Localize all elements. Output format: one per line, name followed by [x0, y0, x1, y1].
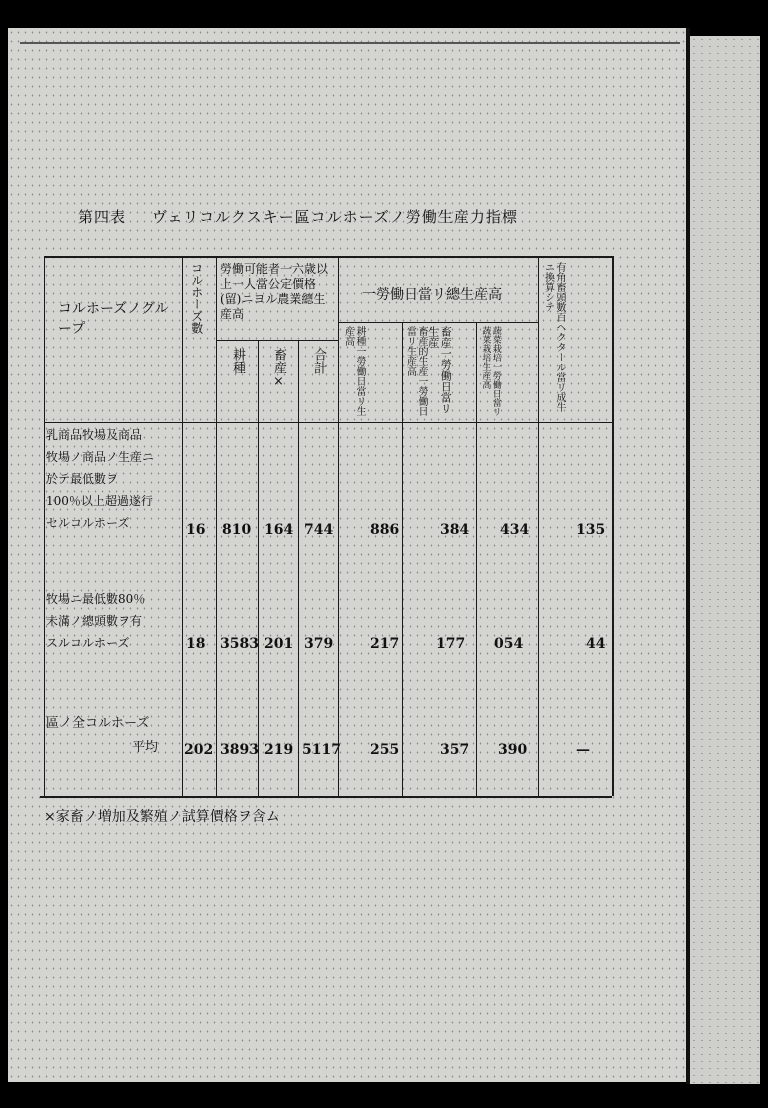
cell-total: 5117 [302, 742, 341, 758]
col-divider [538, 256, 539, 796]
cell-wd-livestock: 357 [440, 742, 470, 758]
cell-wd-livestock: 177 [436, 636, 466, 652]
row1-label-line: 牧場ノ商品ノ生産ニ [46, 450, 155, 464]
row2-label [46, 588, 145, 654]
cell-cattle: — [576, 742, 590, 758]
col-divider [298, 340, 299, 796]
cell-count: 202 [184, 742, 214, 758]
table-number: 第四表 [78, 208, 127, 226]
header-total: 合計 [310, 348, 326, 374]
header-livestock: 畜産× [270, 348, 286, 389]
table-title [78, 206, 598, 227]
table-footnote: ×家畜ノ増加及繁殖ノ試算價格ヲ含ム [44, 809, 280, 825]
row2-label-line: 未滿ノ總頭數ヲ有 [46, 614, 143, 628]
col-divider [402, 322, 403, 796]
row1-label [46, 424, 154, 534]
col-divider [258, 340, 259, 796]
row1-label-line: 於テ最低數ヲ [46, 472, 119, 486]
col-divider [338, 256, 339, 796]
cell-wd-veg: 434 [500, 522, 530, 538]
document-page [8, 28, 686, 1082]
header-crop: 耕種 [229, 348, 245, 374]
table-left-border [44, 256, 45, 796]
cell-livestock: 219 [264, 742, 294, 758]
col-divider [476, 322, 477, 796]
cell-wd-crop: 255 [370, 742, 400, 758]
cell-count: 16 [186, 522, 206, 538]
row1-label-line: 100％以上超過遂行 [46, 494, 153, 508]
cell-wd-crop: 217 [370, 636, 400, 652]
header-production-group: 勞働可能者一六歳以上一人當公定價格(留)ニヨル農業總生産高 [220, 262, 329, 321]
cell-cattle: 135 [576, 522, 606, 538]
header-group: コルホーズノグループ [58, 301, 169, 337]
row2-label-line: 牧場ニ最低數80％ [46, 592, 146, 606]
header-wd-livestock: 畜産的生産一勞働日當リ生産高 [404, 326, 427, 416]
header-count: コルホーズ數 [189, 262, 204, 334]
col-divider [182, 256, 183, 796]
row2-label-line: スルコルホーズ [46, 636, 130, 650]
cell-total: 379 [304, 636, 334, 652]
table-title-text: ヴェリコルクスキー區コルホーズノ勞働生産力指標 [152, 208, 518, 226]
cell-crop: 810 [222, 522, 252, 538]
table-top-border [44, 256, 614, 258]
row3-label-line: 區ノ全コルホーズ [46, 716, 150, 731]
header-wd-crop: 耕種一勞働日當リ生産高 [342, 326, 365, 416]
header-cattle: 有角畜頭數百ヘクタール當リ成牛ニ換算シテ [542, 262, 565, 412]
top-rule [20, 42, 680, 44]
row3-label [46, 712, 158, 760]
cell-crop: 3893 [220, 742, 259, 758]
cell-livestock: 201 [264, 636, 294, 652]
table-right-border [612, 256, 614, 796]
cell-total: 744 [304, 522, 334, 538]
header-workday-group: 一勞働日當リ總生産高 [362, 287, 502, 303]
row3-label-line: 平均 [132, 740, 159, 755]
subheader-divider [216, 340, 338, 341]
header-wd-livestock2: 畜産一勞働日當リ生産 [426, 326, 453, 414]
table-bottom-border [40, 796, 612, 798]
cell-cattle: 44 [586, 636, 606, 652]
cell-wd-livestock: 384 [440, 522, 470, 538]
cell-wd-crop: 886 [370, 522, 400, 538]
cell-livestock: 164 [264, 522, 294, 538]
header-divider [44, 422, 614, 423]
cell-wd-veg: 390 [498, 742, 528, 758]
cell-crop: 3583 [220, 636, 259, 652]
header-wd-veg: 蔬菜栽培一勞働日當リ蔬菜栽培生産高 [480, 326, 501, 416]
row1-label-line: 乳商品牧場及商品 [46, 428, 143, 442]
col-divider [216, 256, 217, 796]
cell-count: 18 [186, 636, 206, 652]
row1-label-line: セルコルホーズ [46, 516, 130, 530]
subheader-divider [338, 322, 538, 323]
cell-wd-veg: 054 [494, 636, 524, 652]
adjacent-page-edge [690, 36, 760, 1084]
